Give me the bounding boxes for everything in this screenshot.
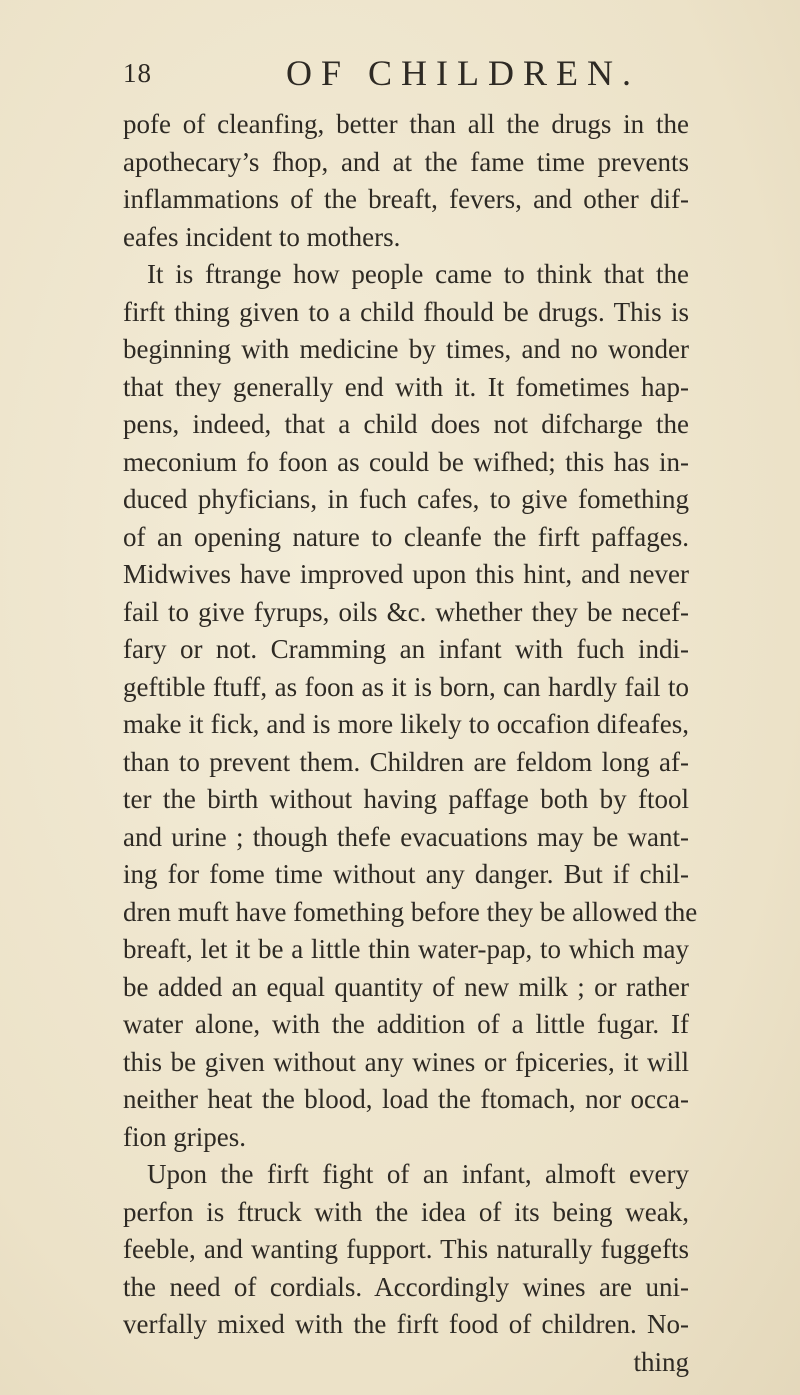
page-number: 18 — [123, 58, 152, 88]
text-line: than to prevent them. Children are feldom long af- — [123, 746, 689, 777]
text-line: perfon is ftruck with the idea of its being weak, — [123, 1196, 689, 1227]
text-line: eafes incident to mothers. — [123, 221, 401, 252]
text-line: this be given without any wines or fpiceries, it will — [123, 1046, 689, 1077]
text-line: and urine ; though thefe evacuations may be want- — [123, 821, 689, 852]
paragraph-start-line: Upon the firft fight of an infant, almoft every — [147, 1159, 689, 1189]
text-line: of an opening nature to cleanfe the firft paffages. — [123, 521, 689, 552]
text-line: the need of cordials. Accordingly wines are uni- — [123, 1271, 689, 1302]
text-line: make it fick, and is more likely to occafion difeafes, — [123, 709, 689, 739]
catchword: thing — [633, 1346, 689, 1377]
text-line: beginning with medicine by times, and no wonder — [123, 334, 689, 364]
text-line: fail to give fyrups, oils &c. whether they be necef- — [123, 596, 689, 627]
paragraph-start-line: It is ftrange how people came to think that the — [147, 259, 689, 289]
page-header — [123, 53, 723, 98]
text-line: duced phyficians, in fuch cafes, to give fomething — [123, 484, 689, 514]
text-line: ter the birth without having paffage both by ftool — [123, 784, 689, 814]
text-line: dren muft have fomething before they be allowed the — [123, 896, 698, 927]
body-text — [123, 106, 698, 1381]
text-line: meconium fo foon as could be wifhed; this has in- — [123, 446, 689, 477]
text-line: feeble, and wanting fupport. This naturally fuggefts — [123, 1234, 689, 1264]
text-line: breaft, let it be a little thin water-pap, to which may — [123, 934, 689, 964]
text-line: pofe of cleanfing, better than all the drugs in the — [123, 109, 689, 139]
text-line: fion gripes. — [123, 1121, 246, 1152]
text-line: geftible ftuff, as foon as it is born, can hardly fail to — [123, 671, 689, 702]
text-line: be added an equal quantity of new milk ; or rather — [123, 971, 689, 1002]
running-title: OF CHILDREN. — [286, 53, 641, 93]
text-line: that they generally end with it. It fometimes hap- — [123, 371, 689, 402]
text-line: neither heat the blood, load the ftomach, nor occa- — [123, 1084, 689, 1114]
text-line: water alone, with the addition of a little fugar. If — [123, 1009, 689, 1039]
text-line: pens, indeed, that a child does not difcharge the — [123, 409, 689, 439]
text-line: verfally mixed with the firft food of children. No- — [123, 1309, 689, 1339]
text-line: inflammations of the breaft, fevers, and other dif- — [123, 184, 689, 214]
text-line: ing for fome time without any danger. But if chil- — [123, 859, 689, 889]
text-line: fary or not. Cramming an infant with fuch indi- — [123, 634, 689, 664]
text-line: apothecary’s fhop, and at the fame time prevents — [123, 146, 689, 177]
text-line: firft thing given to a child fhould be drugs. This is — [123, 296, 689, 327]
text-line: Midwives have improved upon this hint, and never — [123, 559, 689, 589]
